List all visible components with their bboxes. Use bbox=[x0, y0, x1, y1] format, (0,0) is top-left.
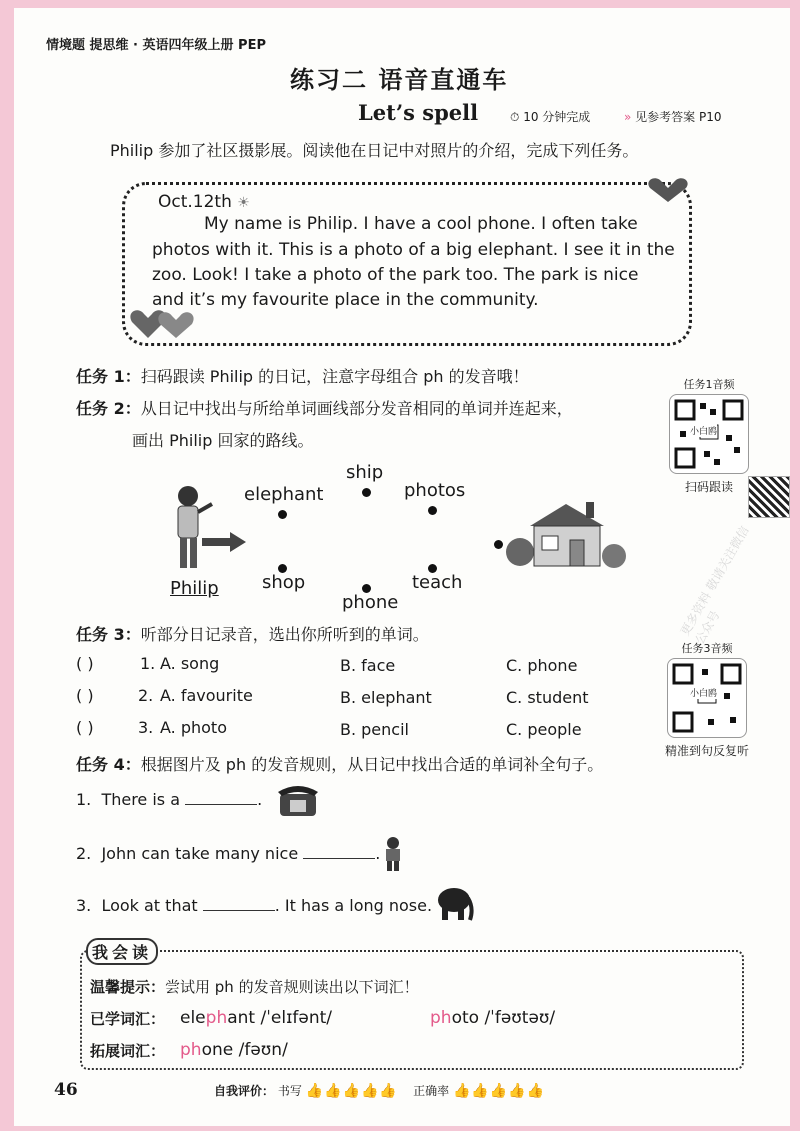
word-ship: ship bbox=[346, 462, 384, 483]
sentence-1: 1. There is a . bbox=[76, 790, 263, 809]
q2-answer-paren[interactable]: ( ) bbox=[76, 686, 94, 705]
q1-option-b[interactable]: B. face bbox=[340, 656, 396, 675]
house-icon bbox=[506, 496, 628, 574]
sentence-3: 3. Look at that . It has a long nose. bbox=[76, 896, 433, 915]
q1-answer-paren[interactable]: ( ) bbox=[76, 654, 94, 673]
photographer-boy-icon bbox=[380, 836, 406, 872]
thumbs-up-icon-row-accuracy[interactable]: 👍👍👍👍👍 bbox=[452, 1083, 546, 1099]
heart-icon bbox=[646, 176, 690, 204]
telephone-icon bbox=[276, 782, 320, 818]
hearts-icon bbox=[128, 306, 198, 340]
qr-1-brand: 小白鸥 bbox=[690, 424, 717, 437]
task-4: 任务 4：根据图片及 ph 的发音规则，从日记中找出合适的单词补全句子。 bbox=[76, 755, 604, 774]
task-3: 任务 3：听部分日记录音，选出你所听到的单词。 bbox=[76, 625, 429, 644]
diary-line-4: and it’s my favourite place in the community. bbox=[152, 290, 539, 310]
q1-option-c[interactable]: C. phone bbox=[506, 656, 578, 675]
thumbs-up-icon-row-writing[interactable]: 👍👍👍👍👍 bbox=[305, 1083, 398, 1099]
qr-1-caption: 扫码跟读 bbox=[684, 480, 733, 494]
sentence-2: 2. John can take many nice . bbox=[76, 844, 381, 863]
arrow-right-icon bbox=[200, 530, 248, 554]
blank-3[interactable] bbox=[203, 910, 275, 911]
qr-3-title: 任务3音频 bbox=[681, 642, 733, 655]
q3-option-a[interactable]: A. photo bbox=[160, 718, 227, 737]
elephant-icon bbox=[434, 884, 474, 924]
q2-number: 2. bbox=[138, 686, 154, 705]
learned-label: 已学词汇： bbox=[90, 1010, 166, 1028]
q1-option-a[interactable]: A. song bbox=[160, 654, 220, 673]
qr-3-caption: 精准到句反复听 bbox=[664, 744, 749, 758]
blank-2[interactable] bbox=[303, 858, 375, 859]
task-2-line-2: 画出 Philip 回家的路线。 bbox=[132, 431, 314, 450]
q3-option-b[interactable]: B. pencil bbox=[340, 720, 409, 739]
word-shop: shop bbox=[262, 572, 306, 593]
blank-1[interactable] bbox=[185, 804, 257, 805]
reading-title: 我会读 bbox=[86, 938, 158, 965]
self-evaluation: 自我评价： 书写 👍👍👍👍👍 正确率 👍👍👍👍👍 bbox=[214, 1083, 546, 1099]
dot-elephant[interactable] bbox=[278, 510, 287, 519]
page-number: 46 bbox=[54, 1080, 78, 1100]
q2-option-b[interactable]: B. elephant bbox=[340, 688, 432, 707]
word-phone-ipa: phone /fəʊn/ bbox=[180, 1040, 288, 1060]
dot-photos[interactable] bbox=[428, 506, 437, 515]
word-teach: teach bbox=[412, 572, 463, 593]
word-photo-ipa: photo /ˈfəʊtəʊ/ bbox=[430, 1008, 556, 1028]
word-phone: phone bbox=[342, 592, 399, 613]
q2-option-c[interactable]: C. student bbox=[506, 688, 589, 707]
double-chevron-icon: » bbox=[624, 110, 632, 124]
diary-line-3: zoo. Look! I take a photo of the park too. The park is nice bbox=[152, 265, 639, 285]
q2-option-a[interactable]: A. favourite bbox=[160, 686, 253, 705]
dot-home[interactable] bbox=[494, 540, 503, 549]
lesson-title: 练习二 语音直通车 bbox=[290, 66, 509, 94]
qr-1-title: 任务1音频 bbox=[683, 378, 735, 391]
extend-label: 拓展词汇： bbox=[90, 1042, 166, 1060]
answer-reference: » 见参考答案 P10 bbox=[624, 110, 722, 124]
q3-number: 3. bbox=[138, 718, 154, 737]
task-1: 任务 1：扫码跟读 Philip 的日记，注意字母组合 ph 的发音哦！ bbox=[76, 367, 529, 386]
q3-option-c[interactable]: C. people bbox=[506, 720, 582, 739]
word-photos: photos bbox=[404, 480, 466, 501]
q1-number: 1. bbox=[140, 654, 156, 673]
word-elephant-ipa: elephant /ˈelɪfənt/ bbox=[180, 1008, 333, 1028]
start-label-philip: Philip bbox=[170, 578, 219, 599]
diary-line-1: My name is Philip. I have a cool phone. I often take bbox=[204, 214, 638, 234]
q3-answer-paren[interactable]: ( ) bbox=[76, 718, 94, 737]
reading-tip: 温馨提示：尝试用 ph 的发音规则读出以下词汇！ bbox=[90, 978, 419, 996]
word-elephant: elephant bbox=[244, 484, 324, 505]
dot-ship[interactable] bbox=[362, 488, 371, 497]
diary-date: Oct.12th ☀ bbox=[158, 192, 250, 212]
side-qr-code[interactable] bbox=[748, 476, 790, 518]
sun-icon: ☀ bbox=[237, 195, 250, 211]
timer-note: ⏱ 10 分钟完成 bbox=[510, 110, 591, 124]
task-2: 任务 2：从日记中找出与所给单词画线部分发音相同的单词并连起来， bbox=[76, 399, 573, 418]
qr-3-brand: 小白鸥 bbox=[690, 686, 717, 699]
series-title: 情境题 提思维 · 英语四年级上册 PEP bbox=[46, 38, 266, 53]
intro-text: Philip 参加了社区摄影展。阅读他在日记中对照片的介绍，完成下列任务。 bbox=[110, 141, 639, 160]
clock-icon: ⏱ bbox=[510, 110, 520, 124]
watermark-text: 更多资料 敬请关注微信公众号 bbox=[677, 523, 752, 647]
section-subtitle: Let’s spell bbox=[358, 100, 479, 125]
diary-line-2: photos with it. This is a photo of a big elephant. I see it in the bbox=[152, 240, 675, 260]
qr-block-3 bbox=[652, 640, 762, 759]
